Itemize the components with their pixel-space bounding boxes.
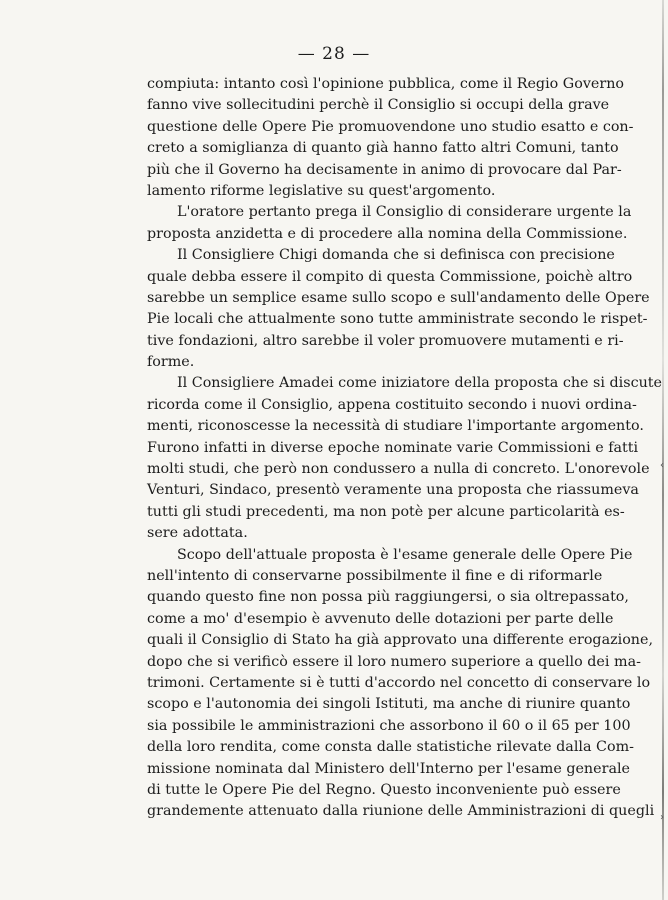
- text-line: menti, riconoscesse la necessità di studiare l'importante argomento.: [147, 418, 644, 435]
- text-line: Pie locali che attualmente sono tutte amministrate secondo le rispet-: [147, 311, 648, 328]
- text-line: ricorda come il Consiglio, appena costituito secondo i nuovi ordina-: [147, 396, 637, 413]
- text-line: quando questo fine non possa più raggiungersi, o sia oltrepassato,: [147, 589, 629, 606]
- page-edge: [662, 0, 664, 900]
- text-line: questione delle Opere Pie promuovendone uno studio esatto e con-: [147, 118, 634, 135]
- text-line: proposta anzidetta e di procedere alla nomina della Commissione.: [147, 225, 628, 242]
- text-line: della loro rendita, come consta dalle statistiche rilevate dalla Com-: [147, 739, 634, 756]
- text-line: come a mo' d'esempio è avvenuto delle dotazioni per parte delle: [147, 610, 614, 627]
- page-number: — 28 —: [297, 44, 371, 64]
- edge-mark: ‹: [660, 460, 664, 471]
- text-line: molti studi, che però non condussero a nulla di concreto. L'onorevole: [147, 461, 650, 478]
- text-line: trimoni. Certamente si è tutti d'accordo nel concetto di conservare lo: [147, 674, 651, 691]
- text-line: Venturi, Sindaco, presentò veramente una proposta che riassumeva: [147, 482, 639, 499]
- text-line: nell'intento di conservarne possibilmente il fine e di riformarle: [147, 567, 603, 584]
- text-line: sarebbe un semplice esame sullo scopo e sull'andamento delle Opere: [147, 289, 650, 306]
- text-line: Scopo dell'attuale proposta è l'esame generale delle Opere Pie: [177, 546, 633, 563]
- edge-mark: ›: [660, 812, 664, 823]
- text-line: tutti gli studi precedenti, ma non potè per alcune particolarità es-: [147, 503, 625, 520]
- text-line: sere adottata.: [147, 525, 248, 542]
- text-line: tive fondazioni, altro sarebbe il voler promuovere mutamenti e ri-: [147, 332, 624, 349]
- text-line: Furono infatti in diverse epoche nominate varie Commissioni e fatti: [147, 439, 639, 456]
- text-line: Il Consigliere Chigi domanda che si definisca con precisione: [177, 247, 615, 264]
- text-line: forme.: [147, 354, 195, 371]
- text-line: grandemente attenuato dalla riunione delle Amministrazioni di quegli: [147, 803, 655, 820]
- text-line: fanno vive sollecitudini perchè il Consiglio si occupi della grave: [147, 97, 610, 114]
- text-line: quali il Consiglio di Stato ha già approvato una differente erogazione,: [147, 632, 654, 649]
- text-line: più che il Governo ha decisamente in animo di provocare dal Par-: [147, 161, 622, 178]
- text-line: sia possibile le amministrazioni che assorbono il 60 o il 65 per 100: [147, 717, 631, 734]
- text-line: creto a somiglianza di quanto già hanno fatto altri Comuni, tanto: [147, 140, 619, 157]
- text-line: lamento riforme legislative su quest'argomento.: [147, 182, 496, 199]
- body-text: [147, 74, 662, 823]
- text-line: scopo e l'autonomia dei singoli Istituti, ma anche di riunire quanto: [147, 696, 631, 713]
- text-line: missione nominata dal Ministero dell'Interno per l'esame generale: [147, 760, 630, 777]
- text-line: di tutte le Opere Pie del Regno. Questo inconveniente può essere: [147, 781, 621, 798]
- text-line: quale debba essere il compito di questa Commissione, poichè altro: [147, 268, 633, 285]
- text-line: compiuta: intanto così l'opinione pubblica, come il Regio Governo: [147, 76, 625, 92]
- text-line: L'oratore pertanto prega il Consiglio di considerare urgente la: [177, 204, 632, 221]
- text-line: dopo che si verificò essere il loro numero superiore a quello dei ma-: [147, 653, 641, 670]
- text-line: Il Consigliere Amadei come iniziatore della proposta che si discute: [177, 375, 662, 392]
